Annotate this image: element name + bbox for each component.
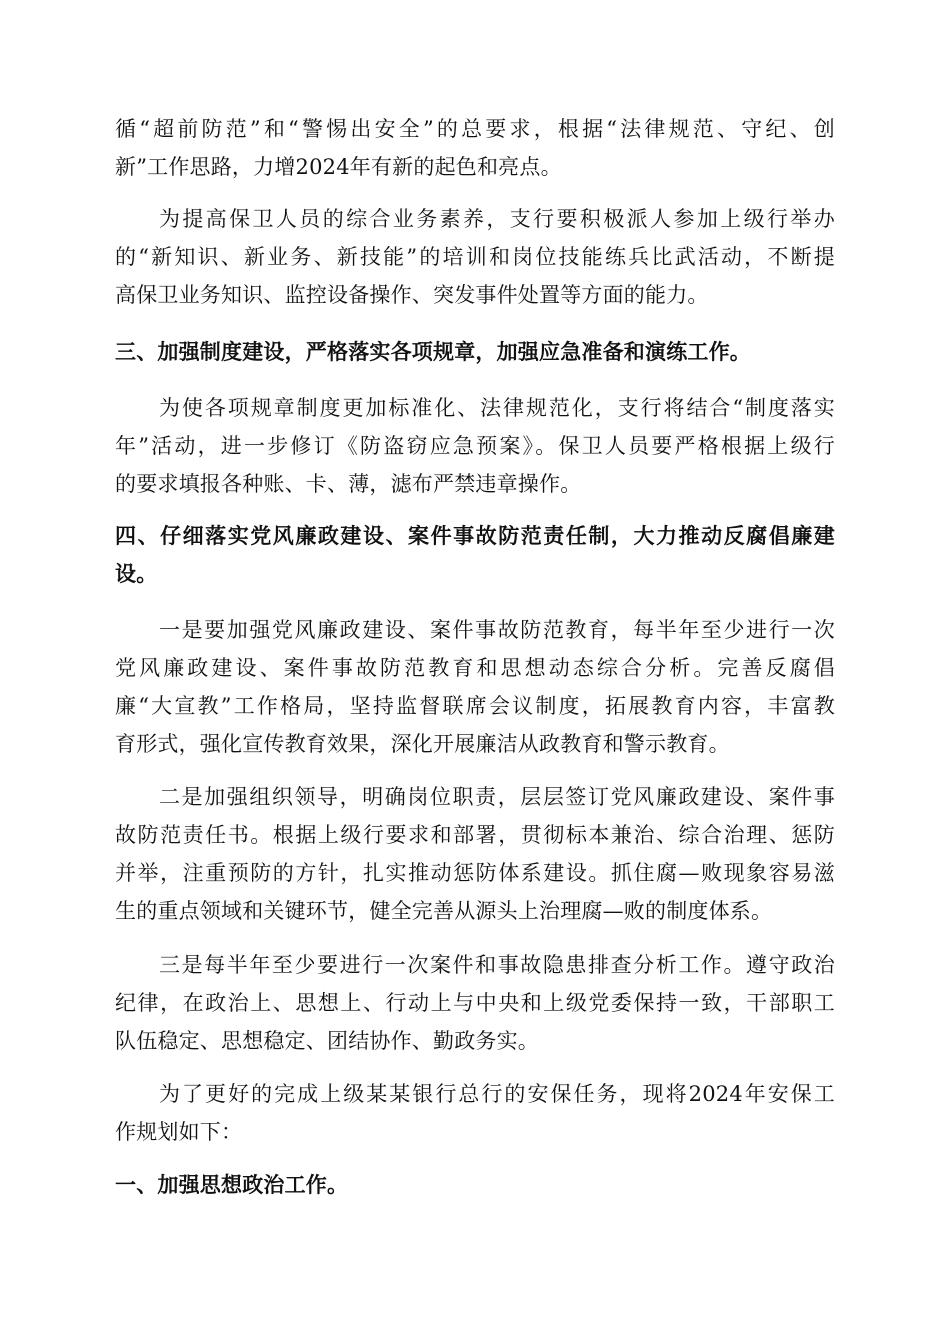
text-line: 为提高保卫人员的综合业务素养，支行要积极派人参加上级行举办 <box>159 207 835 231</box>
paragraph-training <box>115 200 835 314</box>
section-heading-four <box>115 517 835 593</box>
text-line: 二是加强组织领导，明确岗位职责，层层签订党风廉政建设、案件事 <box>159 785 835 809</box>
paragraph-third <box>115 946 835 1060</box>
paragraph-rules <box>115 389 835 503</box>
text-line: 队伍稳定、思想稳定、团结协作、勤政务实。 <box>115 1029 539 1053</box>
paragraph-continued <box>115 110 835 186</box>
paragraph-first <box>115 611 835 763</box>
section-heading-one <box>115 1166 835 1204</box>
text-line: 生的重点领域和关键环节，健全完善从源头上治理腐—败的制度体系。 <box>115 899 773 923</box>
heading-line: 设。 <box>115 561 158 586</box>
text-line: 故防范责任书。根据上级行要求和部署，贯彻标本兼治、综合治理、惩防 <box>115 823 835 847</box>
text-line: 为了更好的完成上级某某银行总行的安保任务，现将2024年安保工 <box>159 1082 835 1106</box>
text-line: 廉“大宣教”工作格局，坚持监督联席会议制度，拓展教育内容，丰富教 <box>115 694 835 718</box>
text-line: 三是每半年至少要进行一次案件和事故隐患排查分析工作。遵守政治 <box>159 953 835 977</box>
text-line: 高保卫业务知识、监控设备操作、突发事件处置等方面的能力。 <box>115 283 709 307</box>
text-line: 为使各项规章制度更加标准化、法律规范化，支行将结合“制度落实 <box>159 396 835 420</box>
paragraph-plan <box>115 1075 835 1151</box>
text-line: 的“新知识、新业务、新技能”的培训和岗位技能练兵比武活动，不断提 <box>115 245 835 269</box>
section-heading-three <box>115 333 835 371</box>
heading-line: 三、加强制度建设，严格落实各项规章，加强应急准备和演练工作。 <box>115 339 751 364</box>
text-line: 一是要加强党风廉政建设、案件事故防范教育，每半年至少进行一次 <box>159 618 835 642</box>
text-line: 年”活动，进一步修订《防盗窃应急预案》。保卫人员要严格根据上级行 <box>115 434 835 458</box>
text-line: 并举，注重预防的方针，扎实推动惩防体系建设。抓住腐—败现象容易滋 <box>115 861 835 885</box>
text-line: 的要求填报各种账、卡、薄，滤布严禁违章操作。 <box>115 472 582 496</box>
text-line: 循“超前防范”和“警惕出安全”的总要求，根据“法律规范、守纪、创 <box>115 117 835 141</box>
text-line: 育形式，强化宣传教育效果，深化开展廉洁从政教育和警示教育。 <box>115 732 730 756</box>
paragraph-second <box>115 778 835 930</box>
heading-line: 四、仔细落实党风廉政建设、案件事故防范责任制，大力推动反腐倡廉建 <box>115 523 835 548</box>
text-line: 作规划如下： <box>115 1120 243 1144</box>
text-line: 纪律，在政治上、思想上、行动上与中央和上级党委保持一致，干部职工 <box>115 991 835 1015</box>
heading-line: 一、加强思想政治工作。 <box>115 1172 349 1197</box>
text-line: 新”工作思路，力增2024年有新的起色和亮点。 <box>115 155 562 179</box>
text-line: 党风廉政建设、案件事故防范教育和思想动态综合分析。完善反腐倡 <box>115 656 835 680</box>
